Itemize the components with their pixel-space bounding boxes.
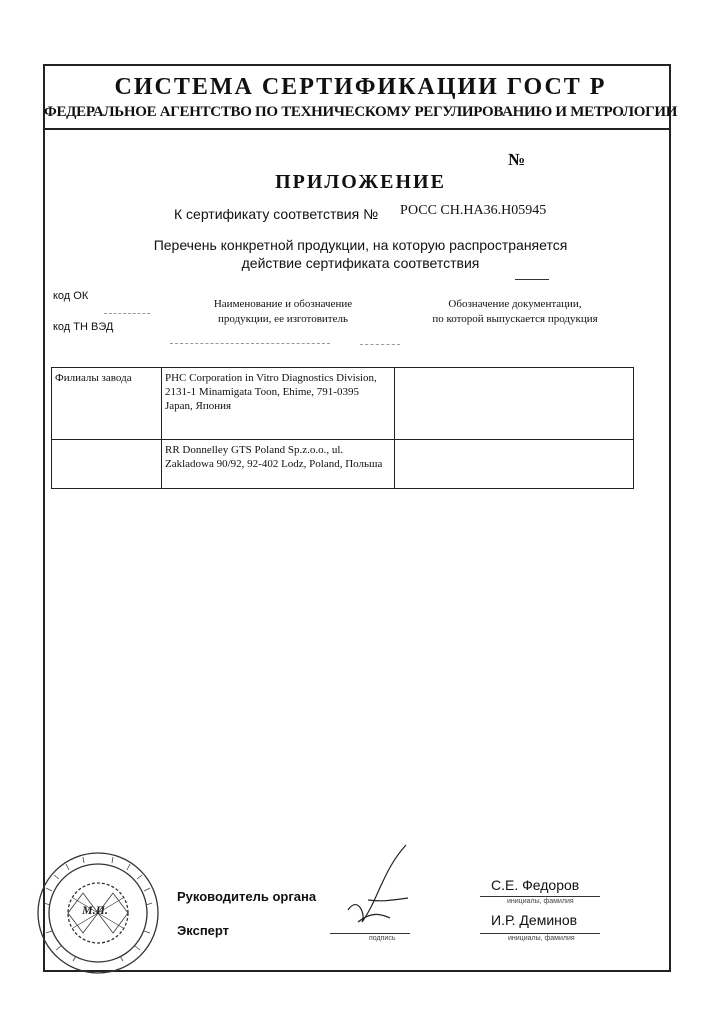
- signature-line: [330, 933, 410, 934]
- product-column-header-line1: Наименование и обозначение: [213, 298, 353, 310]
- docs-column-header-line1: Обозначение документации,: [448, 298, 582, 310]
- expert-initials-caption: инициалы, фамилия: [508, 935, 575, 942]
- header-dotted-line: [170, 343, 330, 344]
- tn-ved-code-label: код ТН ВЭД: [53, 321, 114, 333]
- seal-label: М.П.: [82, 903, 109, 917]
- docs-column-header-line2: по которой выпускается продукция: [432, 313, 598, 325]
- system-title: СИСТЕМА СЕРТИФИКАЦИИ ГОСТ Р: [114, 74, 607, 100]
- table-cell-product: [162, 368, 395, 440]
- table-row: [52, 368, 634, 440]
- product-line: RR Donnelley GTS Poland Sp.z.o.o., ul.: [165, 444, 344, 456]
- certificate-frame: [43, 64, 671, 972]
- expert-role-label: Эксперт: [177, 923, 230, 938]
- appendix-number-label: №: [508, 150, 526, 169]
- table-cell-product: [162, 440, 395, 489]
- table-cell-label: Филиалы завода: [52, 368, 162, 440]
- expert-name-line: [480, 933, 600, 934]
- table-cell-label: [52, 440, 162, 489]
- signature-mark: [338, 840, 418, 935]
- document-title: ПРИЛОЖЕНИЕ: [275, 171, 446, 193]
- ok-code-label: код ОК: [53, 290, 89, 302]
- list-title-line1: Перечень конкретной продукции, на которую распространяется: [153, 237, 568, 253]
- expert-name: И.Р. Деминов: [491, 912, 578, 928]
- agency-title: ФЕДЕРАЛЬНОЕ АГЕНТСТВО ПО ТЕХНИЧЕСКОМУ РЕГУЛИРОВАНИЮ И МЕТРОЛОГИИ: [43, 104, 678, 120]
- header-divider: [43, 128, 671, 130]
- product-line: Zakladowa 90/92, 92-402 Lodz, Poland, Польша: [165, 458, 383, 470]
- product-line: PHC Corporation in Vitro Diagnostics Division,: [165, 372, 377, 384]
- head-initials-caption: инициалы, фамилия: [507, 898, 574, 905]
- table-cell-docs: [395, 368, 634, 440]
- signature-caption: подпись: [369, 935, 396, 942]
- head-role-label: Руководитель органа: [177, 889, 317, 904]
- ok-code-line: [104, 313, 150, 314]
- product-line: Japan, Япония: [165, 400, 232, 412]
- head-name-line: [480, 896, 600, 897]
- table-cell-docs: [395, 440, 634, 489]
- table-row: [52, 440, 634, 489]
- product-column-header-line2: продукции, ее изготовитель: [218, 313, 348, 325]
- certificate-number: РОСС CH.НА36.Н05945: [400, 203, 547, 218]
- header-dotted-line-2: [360, 344, 400, 345]
- dash-divider: [515, 279, 549, 280]
- certificate-prefix: К сертификату соответствия №: [174, 206, 379, 222]
- head-name: С.Е. Федоров: [491, 877, 580, 893]
- list-title-line2: действие сертификата соответствия: [241, 255, 480, 271]
- product-table: [51, 367, 634, 489]
- product-line: 2131-1 Minamigata Toon, Ehime, 791-0395: [165, 386, 359, 398]
